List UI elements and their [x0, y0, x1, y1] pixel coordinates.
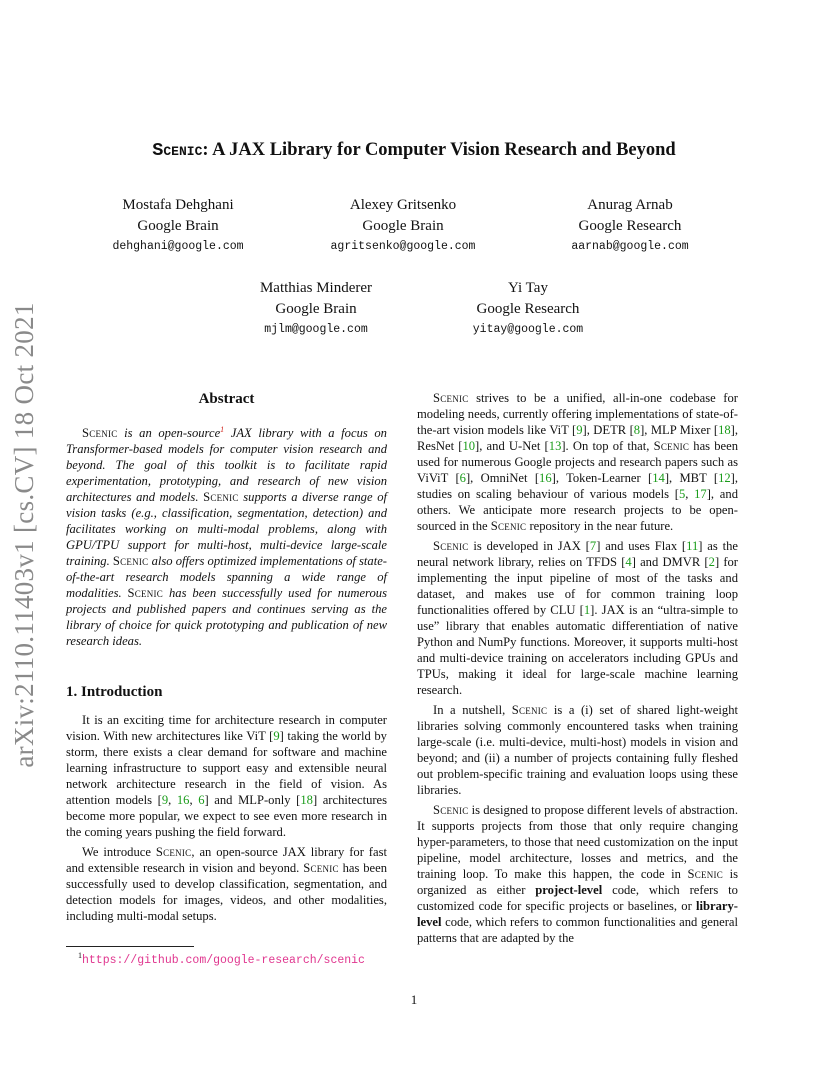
page-number: 1	[410, 992, 418, 1007]
scenic-name: Scenic	[687, 867, 724, 881]
citation-link[interactable]: 11	[686, 539, 699, 553]
footnote-marker[interactable]: 1	[220, 424, 225, 434]
abstract-text: also offers optimized implementations of state-of-the-art research models spanning a wide range of modalities.	[66, 554, 387, 600]
scenic-name: Scenic	[433, 539, 469, 553]
citation-link[interactable]: 13	[548, 439, 562, 453]
scenic-name: Scenic	[127, 586, 164, 600]
title-rest: : A JAX Library for Computer Vision Research and Beyond	[202, 140, 676, 160]
author-email: yitay@google.com	[472, 323, 584, 336]
author-name: Yi Tay	[508, 280, 548, 296]
title-library-name: Scenic	[152, 140, 203, 161]
scenic-name: Scenic	[433, 803, 469, 817]
scenic-name: Scenic	[490, 519, 527, 533]
citation-link[interactable]: 18	[718, 423, 731, 437]
scenic-name: Scenic	[433, 391, 469, 405]
paragraph: Scenic is developed in JAX [7] and uses Flax [11] as the neural network library, relies on TFDS [4] and DMVR [2] for implementing the input pipeline of most of the tasks and dataset, and makes use of for common training loop functionalities offered by CLU [1]. JAX is an “ultra-simple to use” library that enables automatic differentiation of native Python and NumPy functions. Moreover, it supports multi-host and multi-device training on accelerators including GPUs and TPUs, making it ideal for large-scale machine learning research.	[417, 539, 739, 697]
right-column-body	[417, 390, 738, 946]
scenic-name: Scenic	[112, 554, 149, 568]
author-name: Matthias Minderer	[259, 280, 373, 296]
paragraph: Scenic is designed to propose different levels of abstraction. It supports projects from those that only require changing hyper-parameters, to those that need customization on the input pipeline, model architecture, losses and metrics, and the training loop. To make this happen, the code in Scenic is organized as either project-level code, which refers to customized code for specific projects or baselines, or library-level code, which refers to common functionalities and general patterns that are adapted by the	[417, 803, 738, 945]
citation-link[interactable]: 2	[708, 555, 715, 569]
citation-link[interactable]: 8	[633, 423, 641, 437]
citation-link[interactable]: 9	[576, 423, 583, 437]
abstract-text: JAX library with a focus on Transformer-based models for computer vision research and beyond. The goal of this toolkit is to facilitate rapid experimentation, prototyping, and research of new vision architectures and models.	[66, 426, 387, 504]
citation-link[interactable]: 12	[718, 471, 731, 485]
scenic-name: Scenic	[303, 861, 339, 875]
bold-term: project-level	[535, 883, 603, 897]
paragraph: In a nutshell, Scenic is a (i) set of shared light-weight libraries solving commonly encountered tasks when training large-scale (i.e. multi-device, multi-host) models in vision and beyond; and (ii) a number of projects containing fully fleshed out problem-specific training and evaluation loops using these libraries.	[417, 703, 738, 797]
introduction-heading: 1. Introduction	[66, 684, 163, 700]
author-name: Mostafa Dehghani	[122, 197, 234, 213]
citation-link[interactable]: 16	[176, 793, 190, 807]
author-affiliation: Google Research	[578, 218, 682, 234]
author-block	[408, 278, 648, 340]
paragraph: It is an exciting time for architecture research in computer vision. With new architectures like ViT [9] taking the world by storm, there exists a clear demand for software and machine learning infrastructure to support easy and extensible neural network architecture research in the field of vision. As attention models [9, 16, 6] and MLP-only [18] architectures become more popular, we expect to see even more research in the coming years pushing the field forward.	[66, 713, 388, 839]
citation-link[interactable]: 6	[198, 793, 205, 807]
introduction-body	[66, 712, 387, 924]
author-name: Anurag Arnab	[587, 197, 673, 213]
footnote-number: 1	[78, 951, 82, 960]
citation-link[interactable]: 7	[589, 539, 597, 553]
citation-link[interactable]: 16	[539, 471, 552, 485]
citation-link[interactable]: 14	[652, 471, 665, 485]
citation-link[interactable]: 9	[273, 729, 280, 743]
citation-link[interactable]: 17	[694, 487, 707, 501]
author-affiliation: Google Brain	[275, 301, 357, 317]
scenic-name: Scenic	[511, 703, 548, 717]
footnote	[78, 951, 365, 967]
citation-link[interactable]: 5	[678, 487, 686, 501]
footnote-url-link[interactable]: https://github.com/google-research/scenic	[82, 953, 365, 967]
paper-title	[0, 140, 828, 161]
citation-link[interactable]: 4	[625, 555, 632, 569]
scenic-name: Scenic	[155, 845, 192, 859]
author-affiliation: Google Brain	[362, 218, 444, 234]
arxiv-identifier-stamp: arXiv:2110.11403v1 [cs.CV] 18 Oct 2021	[9, 302, 39, 768]
author-email: aarnab@google.com	[571, 240, 689, 253]
citation-link[interactable]: 1	[583, 603, 591, 617]
author-block	[58, 195, 298, 257]
author-block	[510, 195, 750, 257]
bold-term: library-level	[417, 899, 738, 929]
author-email: agritsenko@google.com	[330, 240, 476, 253]
citation-link[interactable]: 9	[161, 793, 169, 807]
paragraph: Scenic strives to be a unified, all-in-one codebase for modeling needs, currently offering implementations of state-of-the-art vision models like ViT [9], DETR [8], MLP Mixer [18], ResNet [10], and U-Net [13]. On top of that, Scenic has been used for numerous Google projects and research papers such as ViViT [6], OmniNet [16], Token-Learner [14], MBT [12], studies on scaling behaviour of various models [5, 17], and others. We anticipate more research projects to be open-sourced in the Scenic repository in the near future.	[417, 391, 739, 533]
abstract-text: supports a diverse range of vision tasks (e.g., classification, segmentation, detection) and facilitates working on multi-modal problems, along with GPU/TPU support for multi-host, multi-device large-scale training.	[66, 490, 387, 568]
abstract-text: is an open-source	[117, 426, 221, 440]
citation-link[interactable]: 6	[459, 471, 466, 485]
author-block	[196, 278, 436, 340]
abstract-body	[66, 425, 387, 649]
citation-link[interactable]: 18	[300, 793, 313, 807]
author-name: Alexey Gritsenko	[349, 197, 457, 213]
citation-link[interactable]: 10	[462, 439, 476, 453]
scenic-name: Scenic	[203, 490, 239, 504]
scenic-name: Scenic	[82, 426, 118, 440]
paragraph: We introduce Scenic, an open-source JAX library for fast and extensible research in vision and beyond. Scenic has been successfully used to develop classification, segmentation, and detection models for images, videos, and other modalities, including multi-modal setups.	[66, 845, 387, 923]
abstract-text: has been successfully used for numerous projects and published papers and continues serving as the library of choice for quick prototyping and publication of new research ideas.	[66, 586, 387, 648]
author-email: mjlm@google.com	[264, 323, 368, 336]
author-affiliation: Google Research	[476, 301, 580, 317]
author-affiliation: Google Brain	[137, 218, 219, 234]
author-email: dehghani@google.com	[112, 240, 244, 253]
abstract-heading: Abstract	[198, 391, 255, 407]
footnote-divider	[66, 946, 194, 947]
author-block	[283, 195, 523, 257]
scenic-name: Scenic	[653, 439, 690, 453]
